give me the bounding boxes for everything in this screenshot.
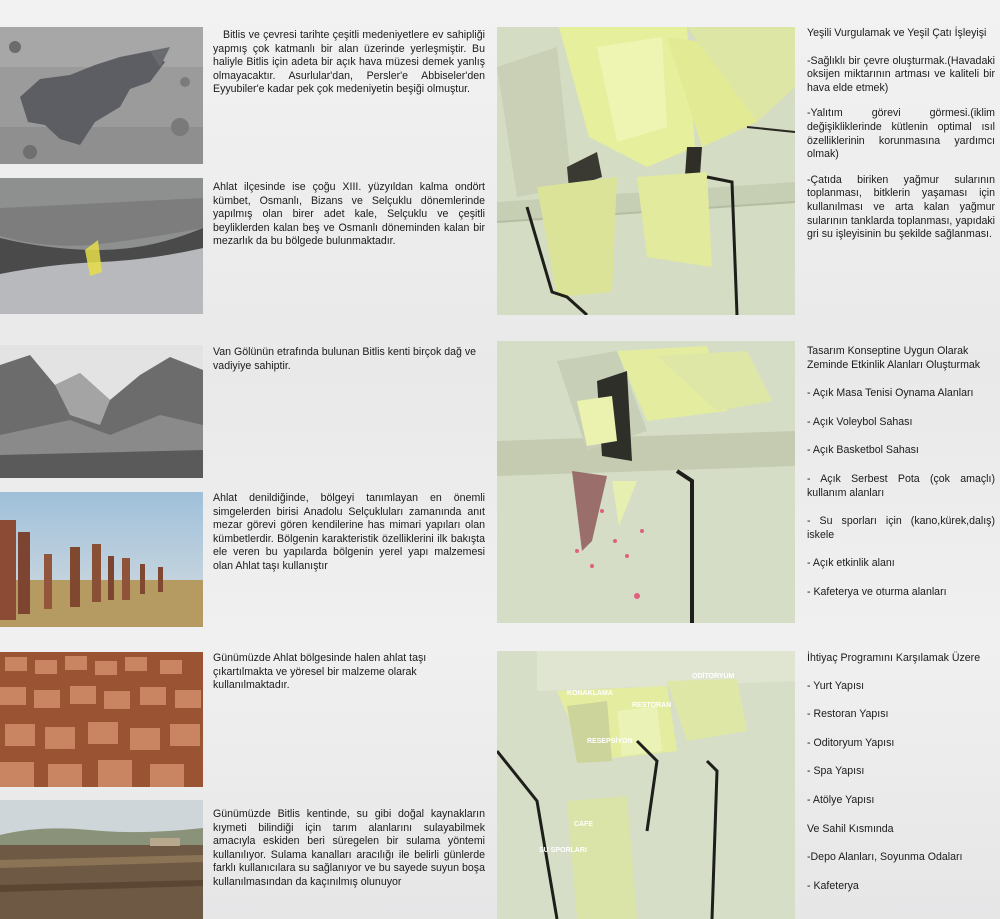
list-item: Ve Sahil Kısmında bbox=[807, 822, 894, 835]
program-buildings-render bbox=[497, 651, 795, 919]
ahlat-stone-blocks-photo bbox=[0, 652, 203, 787]
list-item: - Restoran Yapısı bbox=[807, 708, 889, 721]
label-restoran: RESTORAN bbox=[632, 702, 672, 709]
activity-areas-render bbox=[497, 341, 795, 623]
green-roof-render bbox=[497, 27, 795, 315]
label-konaklama: KONAKLAMA bbox=[567, 690, 613, 697]
green-roof-list bbox=[807, 27, 995, 254]
green-roof-heading: Yeşili Vurgulamak ve Yeşil Çatı İşleyişi bbox=[807, 27, 987, 39]
text-ahlat-stone: Günümüzde Ahlat bölgesinde halen ahlat taşı çıkartılmakta ve yöresel bir malzeme olarak kullanılmaktadır. bbox=[213, 652, 427, 692]
program-heading: İhtiyaç Programını Karşılamak Üzere bbox=[807, 652, 981, 664]
list-item: - Spa Yapısı bbox=[807, 765, 865, 778]
program-list bbox=[807, 652, 995, 908]
list-item: - Açık Masa Tenisi Oynama Alanları bbox=[807, 387, 974, 400]
mountain-valley-photo bbox=[0, 345, 203, 478]
list-item: - Açık etkinlik alanı bbox=[807, 557, 895, 570]
lake-satellite-photo bbox=[0, 27, 203, 164]
label-su-sporlari: SU SPORLARI bbox=[539, 847, 587, 854]
list-item: - Kafeterya bbox=[807, 879, 859, 892]
irrigated-fields-photo bbox=[0, 800, 203, 919]
list-item: - Su sporları için (kano,kürek,dalış) iskele bbox=[807, 515, 995, 541]
activity-areas-list bbox=[807, 345, 995, 615]
text-irrigation: Günümüzde Bitlis kentinde, su gibi doğal kaynakların kıymeti bilindiği için tarım alanlarını sulayabilmek amacıyla eskiden beri süregelen bir sulama yöntemi kullanılıyor. Sulama kanalları aracılığı ile belirli günlerde farklı kullanıcılara su sağlanıyor ve bu sayede suyun boşa kullanılmasından da kaçınılmış olunuyor bbox=[213, 808, 485, 888]
text-van-lake: Van Gölünün etrafında bulunan Bitlis kenti birçok dağ ve vadiyiye sahiptir. bbox=[213, 346, 477, 372]
list-item: -Sağlıklı bir çevre oluşturmak.(Havadaki oksijen miktarının artması ve kaliteli bir hava elde etmek) bbox=[807, 54, 995, 94]
text-bitlis-history: Bitlis ve çevresi tarihte çeşitli medeniyetlere ev sahipliği yapmış çok katmanlı bir alan üzerinde yerleşmiştir. Bu haliyle Bitlis için adeta bir açık hava müzesi demek yanlış olmayacaktır. Asurlular'dan, Persler'e Abbiseler'den Eyyubiler'e kadar pek çok medeniyetin beşiği olmuştur. bbox=[213, 29, 485, 96]
text-ahlat-symbols: Ahlat denildiğinde, bölgeyi tanımlayan en önemli simgelerden birisi Anadolu Selçukluları zamanında anıt mezar görevi gören kendilerine has mimari yapıları olan kümbetlerdir. Bölgenin karakteristik özelliklerini ilk bakışta ele veren bu yapılarda bölgenin yerel yapı malzemesi olan Ahlat taşı kullanıştır bbox=[213, 492, 485, 572]
list-item: - Atölye Yapısı bbox=[807, 793, 875, 806]
list-item: -Depo Alanları, Soyunma Odaları bbox=[807, 851, 963, 864]
list-item: - Kafeterya ve oturma alanları bbox=[807, 585, 947, 598]
activity-areas-heading: Tasarım Konseptine Uygun Olarak Zeminde Etkinlik Alanları Oluşturmak bbox=[807, 345, 981, 371]
ahlat-aerial-photo bbox=[0, 178, 203, 314]
list-item: -Yalıtım görevi görmesi.(iklim değişikliklerinde kütlenin optimal ısıl özelliklerinin korunmasına yardımcı olmak) bbox=[807, 107, 995, 161]
list-item: - Yurt Yapısı bbox=[807, 679, 865, 692]
list-item: - Oditoryum Yapısı bbox=[807, 736, 895, 749]
list-item: - Açık Voleybol Sahası bbox=[807, 415, 913, 428]
label-oditoryum: ODİTORYUM bbox=[692, 673, 735, 680]
list-item: -Çatıda biriken yağmur sularının toplanması, bitklerin yaşaması için kullanılması ve arta kalan yağmur sularının tanklarda toplanması, yapıdaki gri su işleyisinin bu şekilde sağlanması. bbox=[807, 173, 995, 241]
text-ahlat-kumbets: Ahlat ilçesinde ise çoğu XIII. yüzyıldan kalma ondört kümbet, Osmanlı, Bizans ve Selçuklu dönemlerinde yapılmış olan birer adet kale, Selçuklu ve çeşitli beyliklerden kalan beş ve Osmanlı döneminden kalan bir mezarlık da bu bölgede bulunmaktadır. bbox=[213, 181, 485, 248]
label-resepsiyon: RESEPSİYON bbox=[587, 738, 633, 745]
list-item: - Açık Basketbol Sahası bbox=[807, 444, 919, 457]
list-item: - Açık Serbest Pota (çok amaçlı) kullanım alanları bbox=[807, 472, 995, 499]
kumbet-tombstones-photo bbox=[0, 492, 203, 627]
label-cafe: CAFE bbox=[574, 821, 594, 828]
